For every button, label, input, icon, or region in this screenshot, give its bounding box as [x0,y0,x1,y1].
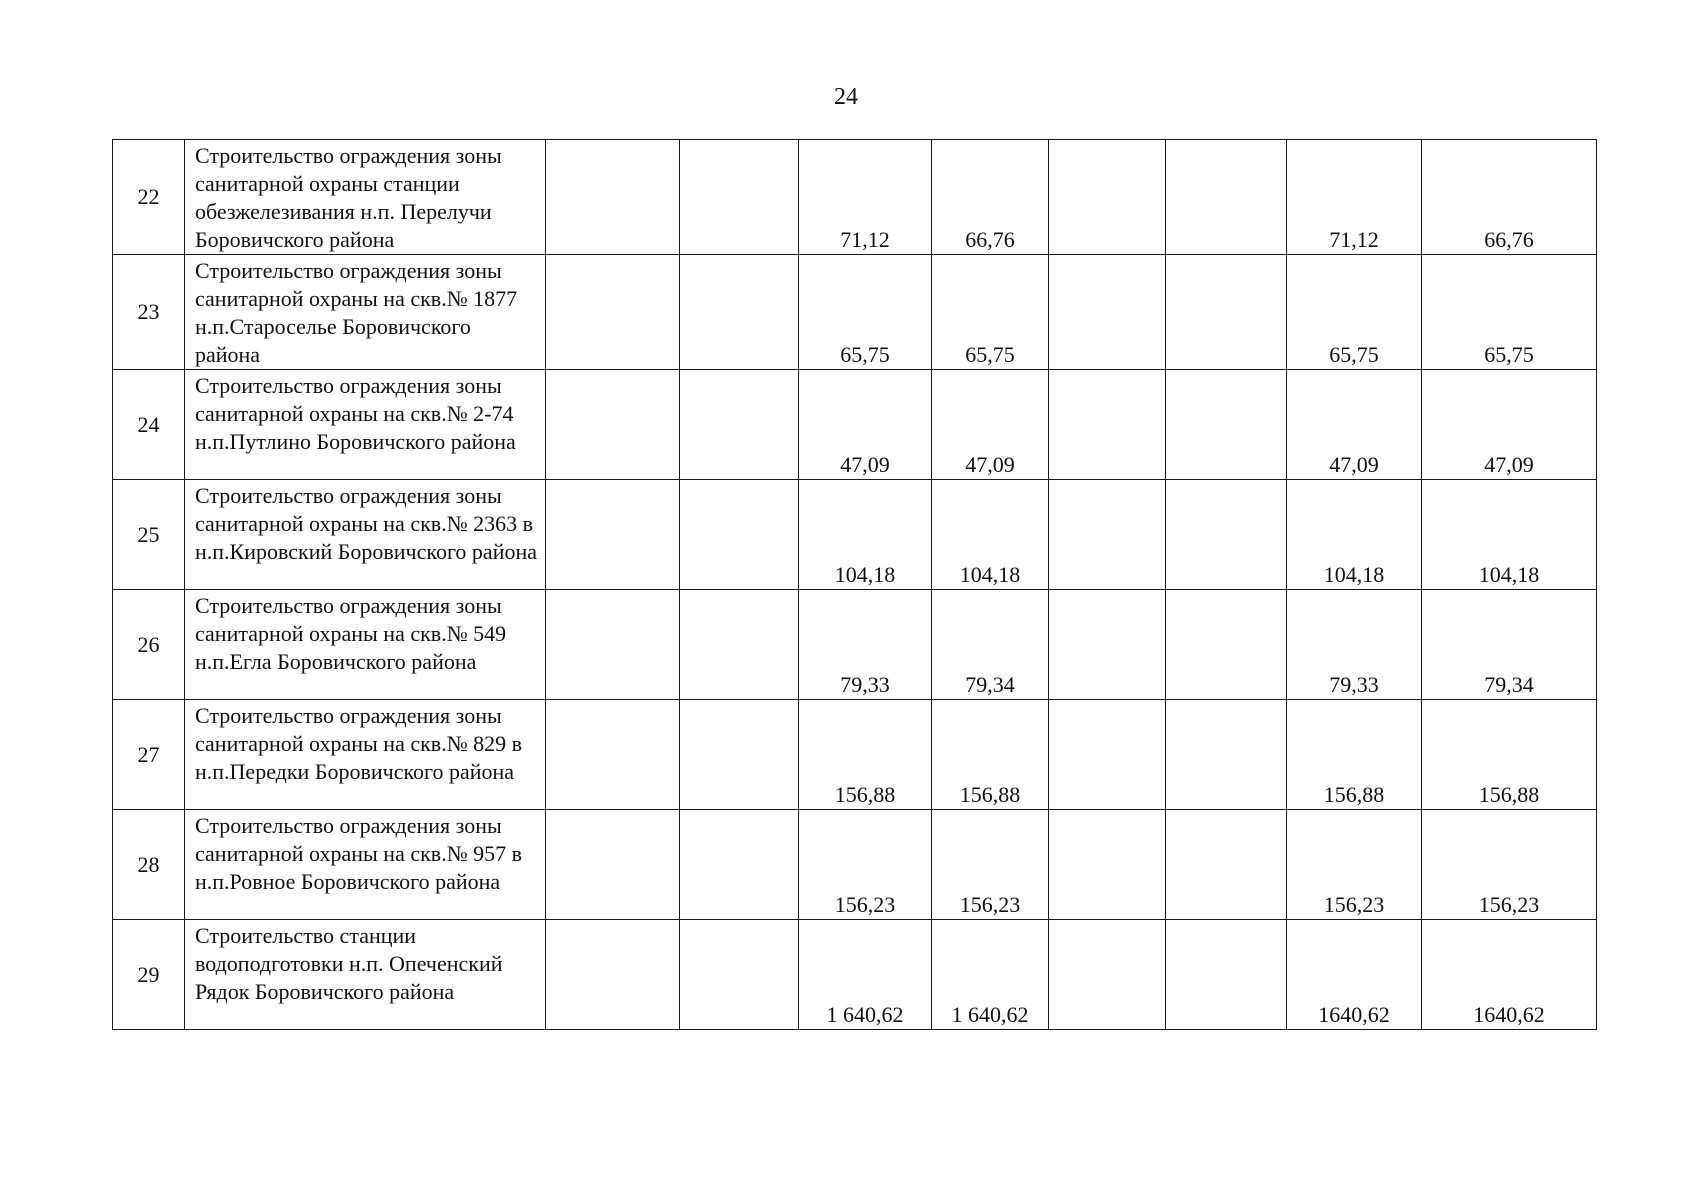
value-cell [1422,700,1597,810]
value-cell [1287,140,1422,255]
row-number: 26 [113,590,185,700]
value-text: 1640,62 [1318,1002,1390,1027]
value-cell [1287,810,1422,920]
row-description: Строительство ограждения зоны санитарной охраны станции обезжелезивания н.п. Перелучи Боровичского района [185,140,546,255]
row-number: 29 [113,920,185,1030]
value-cell [932,480,1049,590]
value-cell [932,810,1049,920]
value-text: 47,09 [1329,452,1379,477]
empty-cell [546,370,680,480]
empty-cell [680,480,799,590]
empty-cell [680,810,799,920]
empty-cell [680,140,799,255]
value-text: 47,09 [840,452,890,477]
value-cell [932,590,1049,700]
empty-cell [546,255,680,370]
value-text: 1 640,62 [826,1002,904,1027]
empty-cell [680,700,799,810]
data-table [112,139,1597,1030]
empty-cell [546,920,680,1030]
empty-cell [1166,480,1287,590]
value-cell [1287,700,1422,810]
value-text: 65,75 [965,342,1015,367]
empty-cell [1049,370,1166,480]
row-description: Строительство ограждения зоны санитарной охраны на скв.№ 2363 в н.п.Кировский Боровичского района [185,480,546,590]
value-text: 79,33 [840,672,890,697]
empty-cell [680,370,799,480]
value-cell [799,700,932,810]
row-description: Строительство ограждения зоны санитарной охраны на скв.№ 957 в н.п.Ровное Боровичского района [185,810,546,920]
row-description: Строительство ограждения зоны санитарной охраны на скв.№ 549 н.п.Егла Боровичского района [185,590,546,700]
value-cell [1422,140,1597,255]
value-cell [1422,920,1597,1030]
value-text: 104,18 [959,562,1021,587]
empty-cell [1166,700,1287,810]
value-cell [1422,480,1597,590]
value-cell [1422,590,1597,700]
empty-cell [1166,810,1287,920]
value-text: 71,12 [1329,227,1379,252]
value-cell [799,810,932,920]
value-text: 71,12 [840,227,890,252]
value-text: 156,23 [1323,892,1385,917]
empty-cell [680,590,799,700]
table-row [113,370,1597,480]
row-number: 25 [113,480,185,590]
row-description: Строительство станции водоподготовки н.п. Опеченский Рядок Боровичского района [185,920,546,1030]
empty-cell [680,255,799,370]
row-description: Строительство ограждения зоны санитарной охраны на скв.№ 1877 н.п.Староселье Боровичского района [185,255,546,370]
row-description: Строительство ограждения зоны санитарной охраны на скв.№ 2-74 н.п.Путлино Боровичского района [185,370,546,480]
value-text: 104,18 [834,562,896,587]
row-number: 23 [113,255,185,370]
value-cell [1422,810,1597,920]
page-number: 24 [834,84,858,110]
value-cell [1287,590,1422,700]
value-text: 156,23 [1478,892,1540,917]
value-cell [1287,370,1422,480]
empty-cell [1166,370,1287,480]
value-text: 156,88 [1323,782,1385,807]
value-text: 47,09 [965,452,1015,477]
table-row [113,255,1597,370]
row-number: 24 [113,370,185,480]
value-text: 79,34 [1484,672,1534,697]
table-row [113,810,1597,920]
empty-cell [1166,255,1287,370]
table-row [113,590,1597,700]
empty-cell [1049,480,1166,590]
value-cell [932,370,1049,480]
value-text: 1 640,62 [951,1002,1029,1027]
empty-cell [1166,590,1287,700]
empty-cell [546,810,680,920]
empty-cell [546,700,680,810]
value-text: 65,75 [840,342,890,367]
value-cell [932,255,1049,370]
value-text: 66,76 [965,227,1015,252]
value-cell [932,920,1049,1030]
empty-cell [1049,810,1166,920]
value-text: 156,88 [834,782,896,807]
value-cell [799,920,932,1030]
value-cell [799,590,932,700]
value-cell [799,370,932,480]
empty-cell [1049,920,1166,1030]
table-row [113,140,1597,255]
table-row [113,480,1597,590]
value-text: 104,18 [1323,562,1385,587]
table-row [113,700,1597,810]
value-text: 47,09 [1484,452,1534,477]
value-cell [1287,480,1422,590]
value-text: 156,23 [959,892,1021,917]
value-text: 65,75 [1329,342,1379,367]
value-text: 79,33 [1329,672,1379,697]
value-cell [799,140,932,255]
value-text: 1640,62 [1473,1002,1545,1027]
value-cell [932,140,1049,255]
empty-cell [1166,920,1287,1030]
value-cell [932,700,1049,810]
empty-cell [1049,255,1166,370]
value-text: 104,18 [1478,562,1540,587]
value-text: 156,88 [959,782,1021,807]
table-row [113,920,1597,1030]
value-cell [1287,255,1422,370]
value-text: 156,23 [834,892,896,917]
row-number: 28 [113,810,185,920]
value-cell [799,255,932,370]
empty-cell [680,920,799,1030]
empty-cell [1166,140,1287,255]
value-cell [1422,370,1597,480]
row-number: 27 [113,700,185,810]
empty-cell [1049,590,1166,700]
value-cell [799,480,932,590]
empty-cell [1049,700,1166,810]
value-text: 65,75 [1484,342,1534,367]
empty-cell [1049,140,1166,255]
empty-cell [546,590,680,700]
value-cell [1287,920,1422,1030]
value-text: 79,34 [965,672,1015,697]
empty-cell [546,480,680,590]
value-text: 156,88 [1478,782,1540,807]
value-text: 66,76 [1484,227,1534,252]
row-description: Строительство ограждения зоны санитарной охраны на скв.№ 829 в н.п.Передки Боровичского района [185,700,546,810]
empty-cell [546,140,680,255]
value-cell [1422,255,1597,370]
row-number: 22 [113,140,185,255]
